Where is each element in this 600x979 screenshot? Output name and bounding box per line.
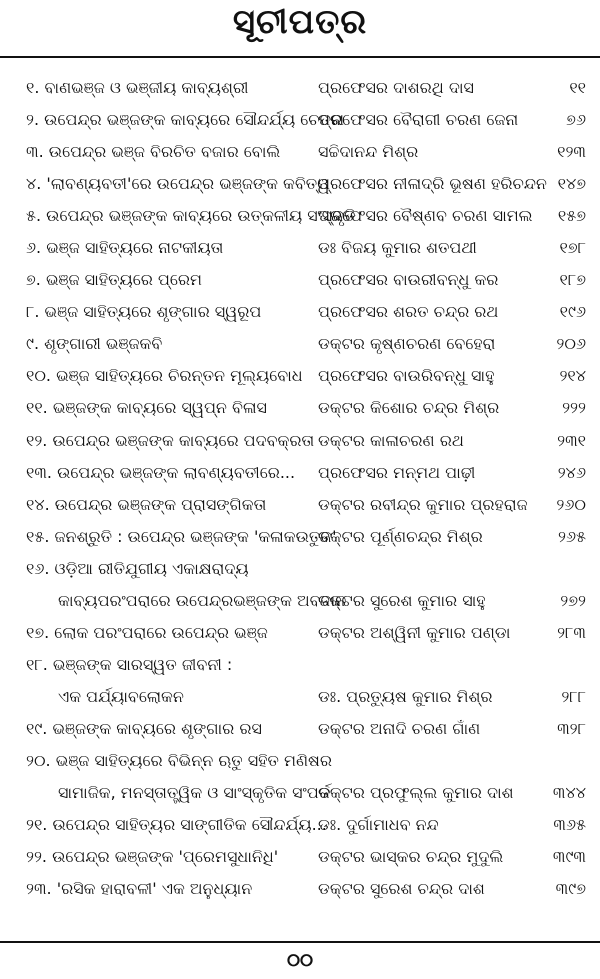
toc-entry	[0, 104, 600, 136]
entry-title: ୨୧. ଉପେନ୍ଦ୍ର ସାହିତ୍ୟର ସାଙ୍ଗୀତିକ ସୌନ୍ଦର୍ଯ୍ୟ...	[26, 815, 327, 835]
toc-entry	[0, 521, 600, 553]
entry-author: ଡକ୍ଟର ଅନାଦି ଚରଣ ଗାଁଣ	[318, 718, 481, 738]
entry-page-number: ୨୪୬	[557, 462, 586, 482]
entry-title: ୧୨. ଉପେନ୍ଦ୍ର ଭଞ୍ଜଙ୍କ କାବ୍ୟରେ ପଦବକ୍ରତା	[26, 430, 315, 450]
entry-author: ଡକ୍ଟର କିଶୋର ଚନ୍ଦ୍ର ମିଶ୍ର	[318, 398, 500, 418]
toc-entry	[0, 777, 600, 809]
entry-title: ୨. ଉପେନ୍ଦ୍ର ଭଞ୍ଜଙ୍କ କାବ୍ୟରେ ସୌନ୍ଦର୍ଯ୍ୟ ଚେତନା	[26, 110, 344, 130]
toc-entry	[0, 425, 600, 457]
toc-entry	[0, 841, 600, 873]
entry-page-number: ୩୯୭	[555, 879, 586, 899]
entry-title: ୧୫. ଜନଶ୍ରୁତି : ଉପେନ୍ଦ୍ର ଭଞ୍ଜଙ୍କ 'କଳାକଉତୁକ'	[26, 526, 337, 546]
entry-title: ୧୩. ଉପେନ୍ଦ୍ର ଭଞ୍ଜଙ୍କ ଲାବଣ୍ୟବତୀରେ...	[26, 462, 296, 482]
entry-page-number: ୩୨୮	[557, 718, 586, 738]
toc-entry	[0, 296, 600, 328]
entry-title: ୪. 'ଲାବଣ୍ୟବତୀ'ରେ ଉପେନ୍ଦ୍ର ଭଞ୍ଜଙ୍କ କବିତ୍ୱ	[26, 174, 330, 194]
toc-entry	[0, 585, 600, 617]
page-number: ୦୦	[286, 950, 314, 971]
entry-title: ୧୭. ଲୋକ ପରଂପରାରେ ଉପେନ୍ଦ୍ର ଭଞ୍ଜ	[26, 622, 268, 642]
entry-title: ୨୩. 'ରସିକ ହାରାବଳୀ' ଏକ ଅନୁଧ୍ୟାନ	[26, 879, 253, 899]
entry-author: ପ୍ରଫେସର ବାଉରିବନ୍ଧୁ ସାହୁ	[318, 366, 495, 386]
entry-title: ୭. ଭଞ୍ଜ ସାହିତ୍ୟରେ ପ୍ରେମ	[26, 270, 203, 290]
toc-entry	[0, 232, 600, 264]
entry-author: ପ୍ରଫେସର ମନ୍ମଥ ପାଢ଼ୀ	[318, 462, 476, 482]
entry-page-number: ୧୭୮	[559, 238, 586, 258]
entry-author: ସଚ୍ଚିଦାନନ୍ଦ ମିଶ୍ର	[318, 142, 419, 162]
entry-author: ଡକ୍ଟର କୃଷ୍ଣଚରଣ ବେହେରା	[318, 334, 496, 354]
entry-author: ଡକ୍ଟର ଅଶ୍ୱିନୀ କୁମାର ପଣ୍ଡା	[318, 622, 511, 642]
entry-page-number: ୨୩୧	[557, 430, 586, 450]
entry-author: ପ୍ରଫେସର ଦାଶରଥି ଦାସ	[318, 78, 474, 97]
entry-page-number: ୧୨୩	[557, 142, 586, 162]
entry-author: ଡକ୍ଟର ସୁରେଶ କୁମାର ସାହୁ	[318, 590, 486, 610]
entry-title: ୯. ଶୃଙ୍ଗାରୀ ଭଞ୍ଜକବି	[26, 334, 163, 354]
entry-author: ଡକ୍ଟର ସୁରେଶ ଚନ୍ଦ୍ର ଦାଶ	[318, 879, 485, 899]
entry-author: ଡକ୍ଟର ପ୍ରଫୁଲ୍ଲ କୁମାର ଦାଶ	[318, 783, 514, 803]
entry-page-number: ୨୧୪	[559, 366, 586, 386]
entry-page-number: ୩୬୫	[553, 815, 586, 835]
entry-page-number: ୩୯୩	[552, 847, 586, 867]
entry-author: ଡକ୍ଟର ଭାସ୍କର ଚନ୍ଦ୍ର ମୁଦୁଲି	[318, 847, 504, 867]
page-title: ସୂଚୀପତ୍ର	[232, 2, 368, 42]
entry-title: ୩. ଉପେନ୍ଦ୍ର ଭଞ୍ଜ ବିରଚିତ ବଜାର ବୋଲି	[26, 142, 281, 162]
entry-page-number: ୨୨୨	[562, 398, 586, 418]
entry-title: ୨୦. ଭଞ୍ଜ ସାହିତ୍ୟରେ ବିଭିନ୍ନ ଋତୁ ସହିତ ମଣିଷର	[26, 750, 332, 770]
table-of-contents	[0, 72, 600, 905]
toc-entry	[0, 328, 600, 360]
entry-title: ୧୮. ଭଞ୍ଜଙ୍କ ସାରସ୍ୱତ ଜୀବନୀ :	[26, 654, 233, 674]
entry-page-number: ୧୯୬	[559, 302, 586, 322]
entry-author: ଡଃ. ଦୁର୍ଗାମାଧବ ନନ୍ଦ	[318, 815, 439, 835]
toc-entry	[0, 553, 600, 585]
entry-page-number: ୨୮୮	[561, 686, 586, 706]
toc-entry	[0, 200, 600, 232]
entry-title: ଏକ ପର୍ଯ୍ୟାବଲୋକନ	[58, 686, 184, 706]
entry-title: ୫. ଉପେନ୍ଦ୍ର ଭଞ୍ଜଙ୍କ କାବ୍ୟରେ ଉତ୍କଳୀୟ ସଂସ୍କୃତି	[26, 206, 356, 226]
entry-title: ୧୦. ଭଞ୍ଜ ସାହିତ୍ୟରେ ଚିରନ୍ତନ ମୂଲ୍ୟବୋଧ	[26, 366, 303, 386]
toc-entry	[0, 713, 600, 745]
entry-title: ୧୯. ଭଞ୍ଜଙ୍କ କାବ୍ୟରେ ଶୃଙ୍ଗାର ରସ	[26, 718, 262, 738]
entry-title: ୨୨. ଉପେନ୍ଦ୍ର ଭଞ୍ଜଙ୍କ 'ପ୍ରେମସୁଧାନିଧି'	[26, 847, 279, 867]
bottom-rule	[0, 941, 600, 943]
toc-entry	[0, 809, 600, 841]
entry-author: ଡକ୍ଟର କାଳାଚରଣ ରଥ	[318, 430, 464, 450]
entry-title: ୧୪. ଉପେନ୍ଦ୍ର ଭଞ୍ଜଙ୍କ ପ୍ରାସଙ୍ଗିକତା	[26, 494, 267, 514]
entry-page-number: ୨୬୫	[557, 526, 586, 546]
entry-author: ଡକ୍ଟର ରବୀନ୍ଦ୍ର କୁମାର ପ୍ରହରାଜ	[318, 494, 528, 514]
entry-author: ଡଃ. ପ୍ରତ୍ୟୁଷ କୁମାର ମିଶ୍ର	[318, 686, 493, 706]
entry-title: ୮. ଭଞ୍ଜ ସାହିତ୍ୟରେ ଶୃଙ୍ଗାର ସ୍ୱରୂପ	[26, 302, 262, 322]
toc-entry	[0, 457, 600, 489]
entry-author: ପ୍ରଫେସର ଶରତ ଚନ୍ଦ୍ର ରଥ	[318, 302, 499, 322]
entry-title: ୧. ବାଣଭଞ୍ଜ ଓ ଭଞ୍ଜୀୟ କାବ୍ୟଶ୍ରୀ	[26, 78, 249, 97]
toc-entry	[0, 392, 600, 424]
entry-author: ପ୍ରଫେସର ବାଉରୀବନ୍ଧୁ କର	[318, 270, 499, 290]
entry-title: ସାମାଜିକ, ମନସ୍ତାତ୍ତ୍ୱିକ ଓ ସାଂସ୍କୃତିକ ସଂପର୍କ	[58, 783, 331, 803]
toc-entry	[0, 136, 600, 168]
toc-entry	[0, 264, 600, 296]
entry-author: ପ୍ରଫେସର ନୀଳାଦ୍ରି ଭୂଷଣ ହରିଚନ୍ଦନ	[318, 174, 547, 194]
entry-page-number: ୩୪୪	[552, 783, 586, 803]
toc-entry	[0, 72, 600, 104]
entry-page-number: ୨୬୦	[556, 494, 586, 514]
entry-author: ପ୍ରଫେସର ବୈଷ୍ଣବ ଚରଣ ସାମଲ	[318, 206, 533, 226]
toc-entry	[0, 360, 600, 392]
toc-entry	[0, 681, 600, 713]
toc-entry	[0, 489, 600, 521]
entry-page-number: ୨୭୨	[560, 590, 586, 610]
entry-page-number: ୧୫୭	[557, 206, 586, 226]
entry-page-number: ୧୧	[569, 78, 586, 97]
entry-title: ୬. ଭଞ୍ଜ ସାହିତ୍ୟରେ ନାଟକୀୟତା	[26, 238, 224, 258]
toc-entry	[0, 745, 600, 777]
toc-entry	[0, 873, 600, 905]
entry-title: ୧୧. ଭଞ୍ଜଙ୍କ କାବ୍ୟରେ ସ୍ୱପ୍ନ ବିଳାସ	[26, 398, 267, 418]
entry-page-number: ୨୦୬	[556, 334, 586, 354]
entry-author: ପ୍ରଫେସର ବୈରାଗୀ ଚରଣ ଜେନା	[318, 110, 519, 130]
entry-author: ଡକ୍ଟର ପୂର୍ଣ୍ଣଚନ୍ଦ୍ର ମିଶ୍ର	[318, 526, 483, 546]
entry-page-number: ୧୮୭	[559, 270, 586, 290]
toc-entry	[0, 617, 600, 649]
entry-page-number: ୭୬	[566, 110, 586, 130]
top-rule	[0, 56, 600, 58]
entry-title: କାବ୍ୟପରଂପରାରେ ଉପେନ୍ଦ୍ରଭଞ୍ଜଙ୍କ ଅବଦାନ	[58, 590, 347, 610]
entry-page-number: ୧୪୭	[557, 174, 586, 194]
toc-entry	[0, 168, 600, 200]
toc-entry	[0, 649, 600, 681]
entry-author: ଡଃ ବିଜୟ କୁମାର ଶତପଥୀ	[318, 238, 477, 258]
entry-title: ୧୬. ଓଡ଼ିଆ ରୀତିଯୁଗୀୟ ଏକାକ୍ଷରାଦ୍ୟ	[26, 558, 249, 578]
entry-page-number: ୨୮୩	[557, 622, 586, 642]
